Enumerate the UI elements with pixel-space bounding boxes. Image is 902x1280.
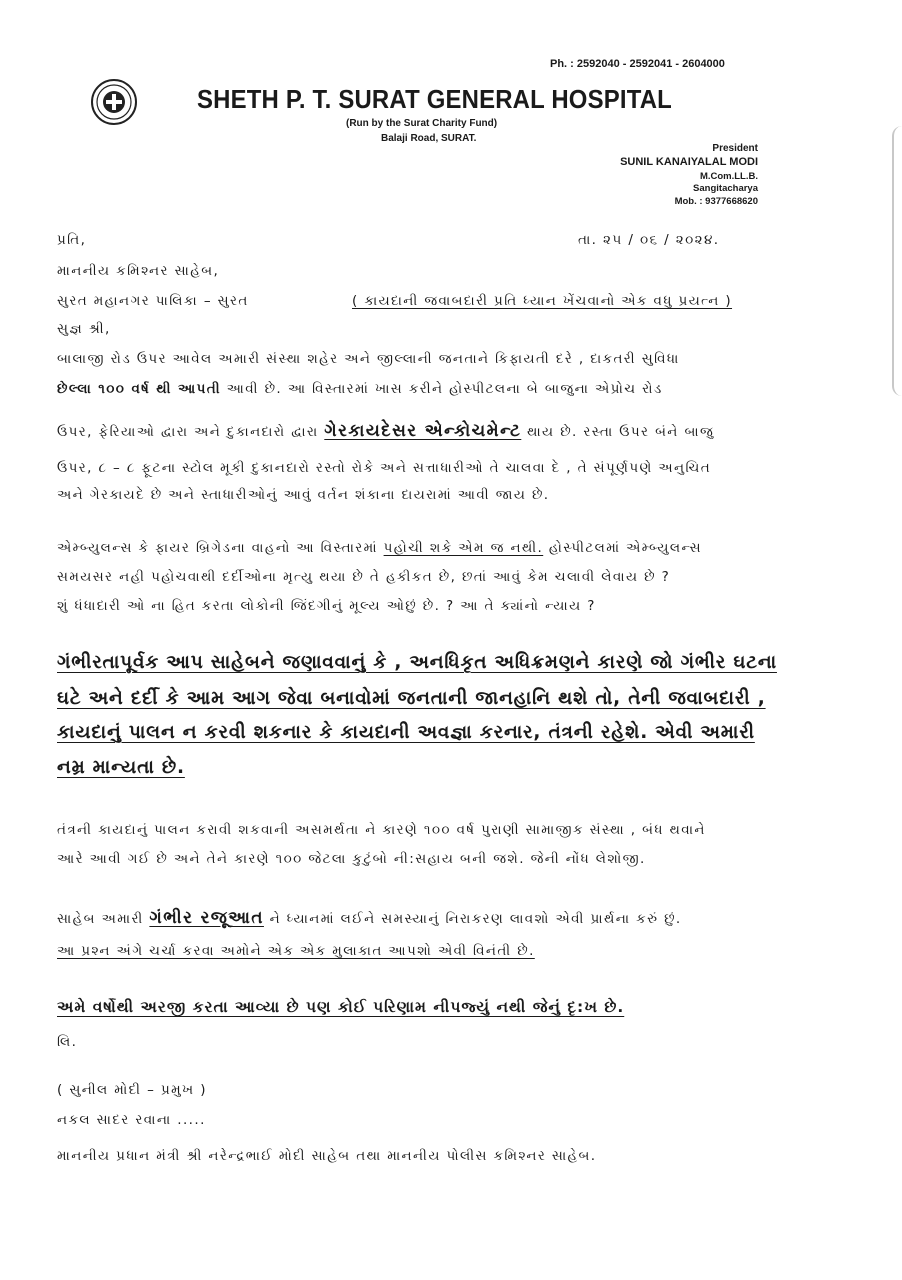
paragraph-2-line-1 xyxy=(57,540,702,556)
paragraph-1-line-1: બાલાજી રોડ ઉપર આવેલ અમારી સંસ્થા શહેર અને જીલ્લાની જનતાને કિફાયતી દરે , દાકતરી સુવિધા xyxy=(57,351,680,367)
illegal-encroachment-emphasis: ગેરકાયદેસર એન્કોચમેન્ટ xyxy=(324,421,522,441)
paragraph-3-line-2: ઘટે અને દર્દી કે આમ આગ જેવા બનાવોમાં જનતાની જાનહાનિ થશે તો, તેની જવાબદારી , xyxy=(57,688,766,709)
paragraph-1-line-2 xyxy=(57,381,663,397)
serious-representation-emphasis: ગંભીર રજૂઆત xyxy=(149,908,264,928)
paragraph-1-line-5: અને ગેરકાયદે છે અને સ્તાધારીઓનું આવું વર્તન શંકાના દાયરામાં આવી જાય છે. xyxy=(57,487,550,503)
letter-to: પ્રતિ, xyxy=(57,232,87,248)
paragraph-3-line-3: કાયદાનું પાલન ન કરવી શકનાર કે કાયદાની અવજ્ઞા કરનાર, તંત્રની રહેશે. એવી અમારી xyxy=(57,722,755,743)
copy-recipients: માનનીય પ્રધાન મંત્રી શ્રી નરેન્દ્રભાઈ મોદી સાહેબ તથા માનનીય પોલીસ કમિશ્નર સાહેબ. xyxy=(57,1148,597,1164)
paragraph-4-line-1: તંત્રની કાયદાનું પાલન કરાવી શકવાની અસમર્થતા ને કારણે ૧૦૦ વર્ષ પુરાણી સામાજીક સંસ્થા , બંધ થવાને xyxy=(57,822,706,838)
paragraph-1-line-3 xyxy=(57,421,714,441)
paragraph-5-line-1 xyxy=(57,908,682,928)
paragraph-1-line-2-rest: આવી છે. આ વિસ્તારમાં ખાસ કરીને હોસ્પીટલના બે બાજુના એપ્રોચ રોડ xyxy=(220,381,663,397)
letter-date: તા. ૨૫ / ૦૬ / ૨૦૨૪. xyxy=(578,232,720,248)
paragraph-4-line-2: આરે આવી ગઈ છે અને તેને કારણે ૧૦૦ જેટલા કુટુંબો ની:સહાય બની જશે. જેની નોંધ લેશોજી. xyxy=(57,851,646,867)
paragraph-3-line-1: ગંભીરતાપૂર્વક આપ સાહેબને જણાવવાનું કે , અનધિકૃત અધિક્રમણને કારણે જો ગંભીર ઘટના xyxy=(57,652,777,673)
paragraph-5-line-1-start: સાહેબ અમારી xyxy=(57,911,150,927)
president-title: President xyxy=(712,143,758,154)
salutation: સુજ્ઞ શ્રી, xyxy=(57,321,111,337)
signatory: ( સુનીલ મોદી – પ્રમુખ ) xyxy=(57,1082,207,1098)
paragraph-3-line-4: નમ્ર માન્યતા છે. xyxy=(57,757,185,778)
hospital-name: SHETH P. T. SURAT GENERAL HOSPITAL xyxy=(197,84,672,114)
paragraph-2-line-3: શું ધંધાદારી ઓ ના હિત કરતા લોકોની જિંદગીનું મૂલ્ય ઓછું છે. ? આ તે ક્યાંનો ન્યાય ? xyxy=(57,598,596,614)
hospital-logo-icon xyxy=(90,78,138,126)
phone-numbers: Ph. : 2592040 - 2592041 - 2604000 xyxy=(550,58,725,70)
paragraph-1-line-3-end: થાય છે. રસ્તા ઉપર બંને બાજુ xyxy=(521,424,715,440)
president-qualification: M.Com.LL.B. xyxy=(699,171,758,182)
hundred-years-emphasis: છેલ્લા ૧૦૦ વર્ષ થી આપતી xyxy=(57,381,221,397)
run-by-note: (Run by the Surat Charity Fund) xyxy=(346,118,498,129)
cannot-reach-emphasis: પહોચી શકે એમ જ નથી. xyxy=(383,540,544,556)
addressee-organisation: સુરત મહાનગર પાલિકા – સુરત xyxy=(57,293,249,309)
scroll-edge-indicator xyxy=(892,126,902,396)
paragraph-2-line-1-end: હોસ્પીટલમાં એમ્બ્યુલન્સ xyxy=(543,540,702,556)
president-mobile: Mob. : 9377668620 xyxy=(674,196,758,207)
paragraph-2-line-2: સમયસર નહી પહોચવાથી દર્દીઓના મૃત્યુ થયા છે તે હકીકત છે, છતાં આવું કેમ ચલાવી લેવાય છે ? xyxy=(57,569,671,585)
paragraph-1-line-4: ઉપર, ૮ – ૮ ફૂટના સ્ટોલ મૂકી દુકાનદારો રસ્તો રોકે અને સત્તાધારીઓ તે ચાલવા દે , તે સંપૂર્ણપણે અનુચિત xyxy=(57,460,712,476)
paragraph-5-line-1-end: ને ધ્યાનમાં લઈને સમસ્યાનું નિરાકરણ લાવશો એવી પ્રાર્થના કરું છું. xyxy=(263,911,682,927)
president-name: SUNIL KANAIYALAL MODI xyxy=(620,156,758,168)
sign-off-li: લિ. xyxy=(57,1034,78,1050)
addressee: માનનીય કમિશ્નર સાહેબ, xyxy=(57,263,220,279)
letter-subject: ( કાયદાની જવાબદારી પ્રતિ ધ્યાન ખેંચવાનો એક વધુ પ્રયત્ન ) xyxy=(352,293,733,309)
paragraph-5-line-2: આ પ્રશ્ન અંગે ચર્ચા કરવા અમોને એક એક મુલાકાત આપશો એવી વિનંતી છે. xyxy=(57,943,535,959)
copy-forwarded: નકલ સાદર રવાના ..... xyxy=(57,1112,206,1128)
paragraph-1-line-3-start: ઉપર, ફેરિયાઓ દ્વારા અને દુકાનદારો દ્વારા xyxy=(57,424,325,440)
hospital-address: Balaji Road, SURAT. xyxy=(381,133,477,144)
paragraph-6: અમે વર્ષોથી અરજી કરતા આવ્યા છે પણ કોઈ પરિણામ નીપજ્યું નથી જેનું દૃ:ખ છે. xyxy=(57,998,625,1016)
paragraph-2-line-1-start: એમ્બ્યુલન્સ કે ફાયર બ્રિગેડના વાહનો આ વિસ્તારમાં xyxy=(57,540,384,556)
president-designation: Sangitacharya xyxy=(693,183,758,194)
